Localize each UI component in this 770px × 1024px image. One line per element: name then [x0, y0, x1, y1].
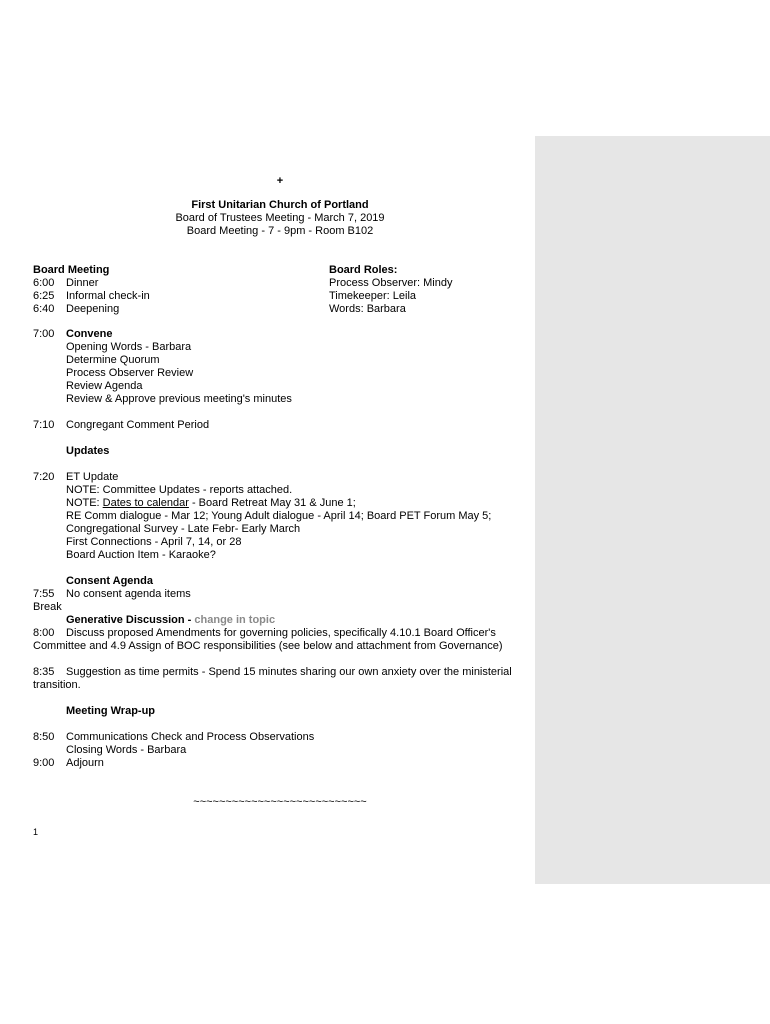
convene-item: Review & Approve previous meeting's minutes — [66, 393, 292, 405]
board-meeting-heading: Board Meeting — [33, 264, 110, 276]
row-text: Informal check-in — [66, 290, 150, 302]
et-survey: Congregational Survey - Late Febr- Early March — [66, 523, 301, 535]
row-time: 7:55 — [33, 588, 55, 600]
note-suffix: - Board Retreat May 31 & June 1; — [188, 497, 356, 509]
row-time: 8:00 — [33, 627, 55, 639]
row-text: ET Update — [66, 471, 119, 483]
meeting-detail: Board Meeting - 7 - 9pm - Room B102 — [186, 225, 374, 237]
et-re-comm: RE Comm dialogue - Mar 12; Young Adult dialogue - April 14; Board PET Forum May 5; — [66, 510, 492, 522]
convene-item: Process Observer Review — [66, 367, 194, 379]
change-in-topic: change in topic — [194, 614, 276, 626]
row-text: Discuss proposed Amendments for governing policies, specifically 4.10.1 Board Officer's — [66, 627, 496, 639]
consent-heading: Consent Agenda — [66, 575, 153, 587]
generative-heading — [66, 614, 275, 627]
updates-heading: Updates — [66, 445, 110, 457]
note-prefix: NOTE: — [66, 497, 103, 509]
break-label: Break — [33, 601, 62, 613]
row-time: 7:20 — [33, 471, 55, 483]
row-time: 8:50 — [33, 731, 55, 743]
role-item: Timekeeper: Leila — [329, 290, 417, 302]
convene-item: Review Agenda — [66, 380, 143, 392]
row-time: 9:00 — [33, 757, 55, 769]
row-text: Dinner — [66, 277, 99, 289]
row-text: Adjourn — [66, 757, 104, 769]
header-plus: + — [276, 175, 284, 187]
generative-cont: Committee and 4.9 Assign of BOC responsibilities (see below and attachment from Governance) — [33, 640, 503, 652]
et-note-reports: NOTE: Committee Updates - reports attached. — [66, 484, 293, 496]
row-time: 6:40 — [33, 303, 55, 315]
row-text: Deepening — [66, 303, 120, 315]
role-item: Process Observer: Mindy — [329, 277, 453, 289]
convene-item: Opening Words - Barbara — [66, 341, 192, 353]
row-text: Congregant Comment Period — [66, 419, 210, 431]
convene-title: Convene — [66, 328, 113, 340]
row-text: No consent agenda items — [66, 588, 191, 600]
org-title: First Unitarian Church of Portland — [191, 199, 369, 211]
row-time: 8:35 — [33, 666, 55, 678]
convene-item: Determine Quorum — [66, 354, 160, 366]
meeting-title: Board of Trustees Meeting - March 7, 2019 — [175, 212, 385, 224]
generative-title: Generative Discussion - — [66, 614, 195, 626]
divider: ~~~~~~~~~~~~~~~~~~~~~~~~~~~ — [193, 796, 367, 808]
comment-pane — [535, 136, 770, 884]
row-text: Suggestion as time permits - Spend 15 minutes sharing our own anxiety over the ministerial — [66, 666, 512, 678]
et-auction: Board Auction Item - Karaoke? — [66, 549, 216, 561]
board-roles-heading: Board Roles: — [329, 264, 398, 276]
et-note-calendar — [66, 497, 356, 510]
row-text: Communications Check and Process Observations — [66, 731, 315, 743]
et-first-connections: First Connections - April 7, 14, or 28 — [66, 536, 242, 548]
row-time: 7:00 — [33, 328, 55, 340]
suggestion-cont: transition. — [33, 679, 81, 691]
row-time: 7:10 — [33, 419, 55, 431]
wrapup-heading: Meeting Wrap-up — [66, 705, 156, 717]
dates-to-calendar-link[interactable]: Dates to calendar — [102, 497, 189, 509]
row-text: Closing Words - Barbara — [66, 744, 187, 756]
row-time: 6:00 — [33, 277, 55, 289]
row-time: 6:25 — [33, 290, 55, 302]
page-number: 1 — [33, 827, 39, 837]
role-item: Words: Barbara — [329, 303, 406, 315]
